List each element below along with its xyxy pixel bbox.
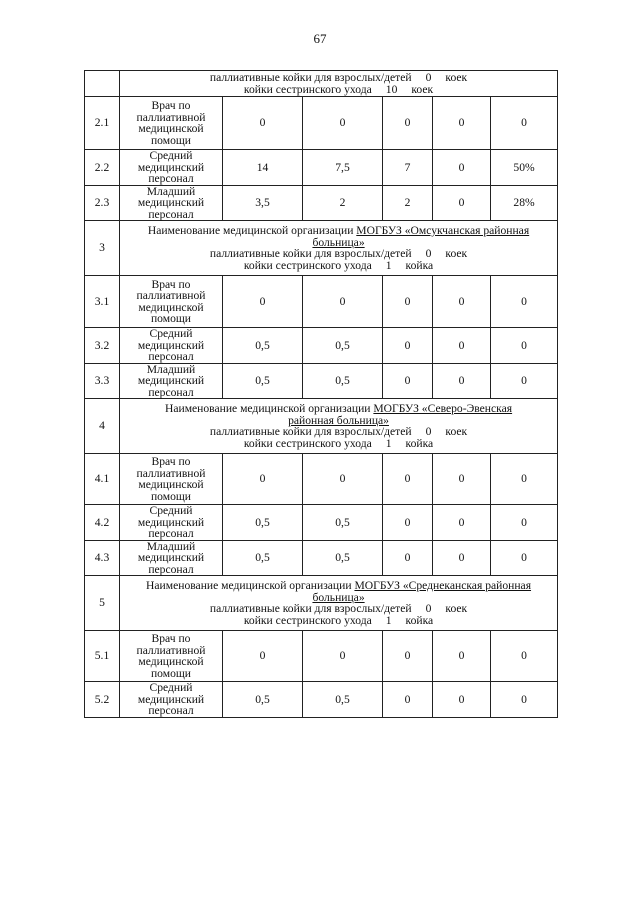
bed-count: 10 [385,82,398,96]
bed-type-label: койки сестринского ухода [243,436,372,450]
row-number: 2.3 [85,185,120,221]
section-header-row [85,221,558,276]
bed-type-label: койки сестринского ухода [243,613,372,627]
staff-category [120,631,223,682]
bed-count: 1 [385,258,392,272]
bed-count-line [123,260,554,272]
value-cell: 0 [223,97,303,150]
staff-category [120,328,223,364]
staff-category-line: медицинской [138,478,204,491]
value-cell: 0 [433,363,491,399]
row-number: 5.2 [85,682,120,718]
staff-category-line: персонал [148,207,194,221]
value-cell: 14 [223,150,303,186]
bed-type-label: койки сестринского ухода [243,82,372,96]
staff-category-line: помощи [150,666,192,680]
value-cell: 0 [433,631,491,682]
value-cell: 0 [433,97,491,150]
staff-category-line: Врач по [151,99,191,112]
bed-unit: коек [445,425,468,438]
org-name: районная больница» [288,413,389,427]
bed-count: 0 [425,425,432,438]
value-cell: 0 [223,454,303,505]
value-cell: 0 [433,540,491,576]
row-number: 4.2 [85,505,120,541]
staff-category-line: Средний [149,327,193,340]
value-cell: 3,5 [223,185,303,221]
section-header-cell [120,71,558,97]
value-cell: 0 [303,97,383,150]
value-cell: 0 [433,454,491,505]
value-cell: 2 [383,185,433,221]
staff-category-line: персонал [148,350,194,363]
bed-count-line [123,84,554,96]
section-header-cell [120,576,558,631]
value-cell: 0 [223,276,303,328]
value-cell: 0 [383,505,433,541]
org-prefix: Наименование медицинской организации [164,402,374,415]
section-header-row [85,399,558,454]
table-row [85,540,558,576]
bed-count: 1 [385,613,392,627]
row-number: 4.3 [85,540,120,576]
bed-type-label: паллиативные койки для взрослых/детей [209,425,412,438]
value-cell: 0,5 [303,363,383,399]
table-row [85,185,558,221]
row-number [85,71,120,97]
row-number: 3.2 [85,328,120,364]
staff-category [120,363,223,399]
row-number: 4 [85,399,120,454]
bed-unit: коек [445,247,468,260]
row-number: 5.1 [85,631,120,682]
value-cell: 0 [433,150,491,186]
org-name: МОГБУЗ «Омсукчанская районная [356,224,530,237]
table-row [85,328,558,364]
page-number: 67 [313,31,327,46]
row-number: 5 [85,576,120,631]
staff-category-line: медицинский [137,515,205,529]
value-cell: 0,5 [223,363,303,399]
value-cell: 0 [383,682,433,718]
staff-category-line: Средний [149,149,193,162]
value-cell: 0 [383,454,433,505]
value-cell: 0,5 [303,505,383,541]
value-cell: 0,5 [223,505,303,541]
value-cell: 0 [433,185,491,221]
value-cell: 0 [491,682,558,718]
table-row [85,97,558,150]
staff-category-line: медицинский [137,374,205,387]
staff-category-line: медицинской [138,122,204,135]
staff-category-line: медицинской [138,300,204,314]
value-cell: 0 [491,276,558,328]
section-header-cell [120,399,558,454]
staff-category-line: персонал [148,562,194,576]
value-cell: 7 [383,150,433,186]
section-header-row [85,576,558,631]
value-cell: 0 [383,631,433,682]
value-cell: 0 [383,97,433,150]
bed-unit: коек [411,82,434,96]
staff-category-line: персонал [148,172,194,185]
staff-category-line: помощи [150,133,192,147]
staff-category-line: Средний [149,504,193,517]
staff-category-line: медицинский [137,692,205,706]
table-row [85,276,558,328]
value-cell: 0,5 [303,540,383,576]
section-header-row [85,71,558,97]
bed-unit: койка [405,613,434,627]
bed-unit: коек [445,602,468,615]
org-prefix: Наименование медицинской организации [146,579,355,592]
staff-category-line: Средний [149,681,193,694]
value-cell: 0 [383,540,433,576]
section-header-cell [120,221,558,276]
staff-category [120,454,223,505]
staff-category-line: Младший [146,539,196,553]
table-row [85,454,558,505]
staff-category [120,185,223,221]
bed-count: 0 [425,71,432,84]
value-cell: 0,5 [223,540,303,576]
bed-type-label: паллиативные койки для взрослых/детей [209,247,412,260]
value-cell: 0,5 [303,682,383,718]
value-cell: 0 [433,276,491,328]
value-cell: 0 [491,505,558,541]
staff-category [120,505,223,541]
table-row [85,505,558,541]
staff-category-line: паллиативной [136,110,206,124]
value-cell: 0 [491,454,558,505]
staff-category-line: помощи [150,312,192,325]
staff-category-line: Младший [146,362,196,376]
row-number: 4.1 [85,454,120,505]
bed-type-label: паллиативные койки для взрослых/детей [209,71,412,84]
bed-type-label: паллиативные койки для взрослых/детей [209,602,412,615]
staff-category-line: медицинский [137,160,205,174]
bed-count: 0 [425,602,432,615]
value-cell: 0 [223,631,303,682]
value-cell: 7,5 [303,150,383,186]
staff-category-line: персонал [148,704,194,717]
bed-unit: койка [405,258,434,272]
table-row [85,682,558,718]
staff-category [120,276,223,328]
table-row [85,150,558,186]
value-cell: 0 [383,363,433,399]
value-cell: 0 [303,454,383,505]
bed-type-label: койки сестринского ухода [243,258,372,272]
staff-category-line: Врач по [151,455,191,468]
value-cell: 28% [491,185,558,221]
value-cell: 0 [433,328,491,364]
staff-category-line: медицинской [138,655,204,668]
value-cell: 0 [491,363,558,399]
staff-category-line: помощи [150,489,192,503]
bed-count: 1 [385,436,392,450]
staff-category-line: медицинский [137,338,205,352]
value-cell: 0,5 [223,328,303,364]
org-name: МОГБУЗ «Северо-Эвенская [373,402,513,415]
row-number: 3.3 [85,363,120,399]
value-cell: 0 [303,631,383,682]
row-number: 3 [85,221,120,276]
value-cell: 0 [383,276,433,328]
staff-category-line: паллиативной [136,289,206,302]
staff-category [120,682,223,718]
table-row [85,363,558,399]
bed-count-line [123,615,554,627]
org-prefix: Наименование медицинской организации [147,224,357,237]
bed-count: 0 [425,247,432,260]
value-cell: 0 [433,682,491,718]
org-name: больница» [312,235,365,249]
staff-category-line: персонал [148,385,194,399]
staff-category-line: медицинский [137,196,205,209]
value-cell: 0 [491,631,558,682]
value-cell: 50% [491,150,558,186]
staff-category-line: Врач по [151,632,191,645]
staff-category-line: паллиативной [136,643,206,657]
staff-category-line: паллиативной [136,466,206,480]
org-name: больница» [312,590,365,604]
value-cell: 0,5 [223,682,303,718]
bed-unit: койка [405,436,434,450]
staff-category-line: Младший [146,184,196,198]
staff-category [120,97,223,150]
staff-category-line: Врач по [151,277,191,291]
value-cell: 0 [491,540,558,576]
value-cell: 0 [303,276,383,328]
value-cell: 0,5 [303,328,383,364]
table-body [85,71,558,718]
value-cell: 0 [491,328,558,364]
row-number: 3.1 [85,276,120,328]
staff-category-line: медицинский [137,551,205,564]
row-number: 2.2 [85,150,120,186]
value-cell: 0 [433,505,491,541]
staff-category [120,540,223,576]
value-cell: 0 [383,328,433,364]
bed-count-line [123,438,554,450]
staff-category-line: персонал [148,527,194,540]
row-number: 2.1 [85,97,120,150]
value-cell: 0 [491,97,558,150]
staff-category [120,150,223,186]
value-cell: 2 [303,185,383,221]
org-name: МОГБУЗ «Среднеканская районная [354,579,532,592]
table-row [85,631,558,682]
staffing-table [84,70,558,718]
bed-unit: коек [445,71,468,84]
